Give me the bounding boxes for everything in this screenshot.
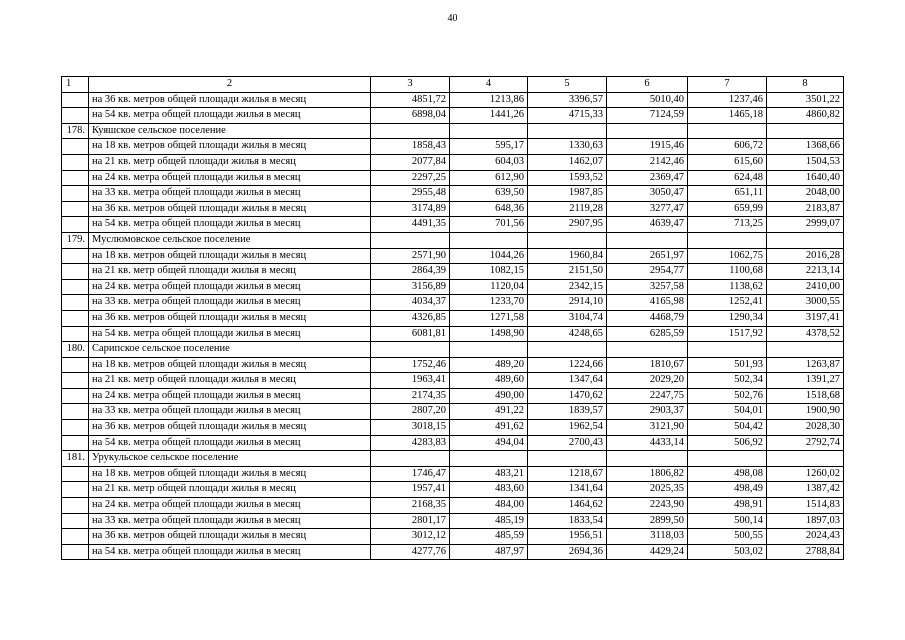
row-index	[62, 466, 89, 482]
value-cell: 485,59	[450, 529, 528, 545]
value-cell: 4468,79	[607, 310, 688, 326]
value-cell: 502,34	[688, 373, 767, 389]
value-cell: 3396,57	[528, 92, 607, 108]
value-cell: 2694,36	[528, 544, 607, 560]
area-description: на 54 кв. метра общей площади жилья в месяц	[89, 435, 371, 451]
column-number: 8	[767, 77, 844, 93]
table-row	[62, 466, 844, 482]
value-cell: 1138,62	[688, 279, 767, 295]
value-cell: 2077,84	[371, 154, 450, 170]
value-cell: 3104,74	[528, 310, 607, 326]
value-cell: 1517,92	[688, 326, 767, 342]
value-cell: 2903,37	[607, 404, 688, 420]
row-index	[62, 154, 89, 170]
value-cell: 2792,74	[767, 435, 844, 451]
table-row	[62, 92, 844, 108]
area-description: на 36 кв. метров общей площади жилья в месяц	[89, 201, 371, 217]
value-cell: 1233,70	[450, 295, 528, 311]
value-cell: 484,00	[450, 498, 528, 514]
table-row	[62, 170, 844, 186]
value-cell: 498,49	[688, 482, 767, 498]
row-index	[62, 217, 89, 233]
value-cell: 1368,66	[767, 139, 844, 155]
value-cell: 4639,47	[607, 217, 688, 233]
area-description: на 54 кв. метра общей площади жилья в месяц	[89, 217, 371, 233]
value-cell: 1514,83	[767, 498, 844, 514]
value-cell: 1044,26	[450, 248, 528, 264]
table-row	[62, 139, 844, 155]
value-cell: 1806,82	[607, 466, 688, 482]
row-index	[62, 404, 89, 420]
table-row	[62, 310, 844, 326]
value-cell: 2297,25	[371, 170, 450, 186]
value-cell: 2016,28	[767, 248, 844, 264]
section-row	[62, 342, 844, 358]
value-cell: 701,56	[450, 217, 528, 233]
row-index	[62, 326, 89, 342]
value-cell: 1271,58	[450, 310, 528, 326]
empty-cell	[528, 232, 607, 248]
value-cell: 1963,41	[371, 373, 450, 389]
value-cell: 3277,47	[607, 201, 688, 217]
row-index	[62, 513, 89, 529]
column-number: 6	[607, 77, 688, 93]
row-index	[62, 482, 89, 498]
table-row	[62, 217, 844, 233]
area-description: на 33 кв. метра общей площади жилья в месяц	[89, 404, 371, 420]
empty-cell	[528, 123, 607, 139]
empty-cell	[767, 342, 844, 358]
value-cell: 2700,43	[528, 435, 607, 451]
row-index	[62, 498, 89, 514]
value-cell: 1900,90	[767, 404, 844, 420]
value-cell: 1858,43	[371, 139, 450, 155]
value-cell: 1260,02	[767, 466, 844, 482]
value-cell: 2801,17	[371, 513, 450, 529]
empty-cell	[450, 342, 528, 358]
empty-cell	[607, 123, 688, 139]
area-description: на 36 кв. метров общей площади жилья в месяц	[89, 420, 371, 436]
value-cell: 4248,65	[528, 326, 607, 342]
section-row	[62, 451, 844, 467]
row-index	[62, 357, 89, 373]
value-cell: 648,36	[450, 201, 528, 217]
area-description: на 54 кв. метра общей площади жилья в месяц	[89, 108, 371, 124]
value-cell: 1465,18	[688, 108, 767, 124]
row-index	[62, 248, 89, 264]
table-row	[62, 154, 844, 170]
empty-cell	[371, 451, 450, 467]
value-cell: 3000,55	[767, 295, 844, 311]
column-number: 1	[62, 77, 89, 93]
value-cell: 1518,68	[767, 388, 844, 404]
value-cell: 4433,14	[607, 435, 688, 451]
row-index	[62, 92, 89, 108]
value-cell: 1290,34	[688, 310, 767, 326]
value-cell: 1810,67	[607, 357, 688, 373]
value-cell: 1464,62	[528, 498, 607, 514]
value-cell: 4283,83	[371, 435, 450, 451]
section-row	[62, 232, 844, 248]
row-index: 180.	[62, 342, 89, 358]
tariff-table	[61, 76, 844, 560]
table-row	[62, 295, 844, 311]
column-number: 3	[371, 77, 450, 93]
value-cell: 501,93	[688, 357, 767, 373]
row-index	[62, 279, 89, 295]
value-cell: 498,08	[688, 466, 767, 482]
value-cell: 2864,39	[371, 264, 450, 280]
area-description: на 24 кв. метра общей площади жилья в месяц	[89, 170, 371, 186]
value-cell: 1120,04	[450, 279, 528, 295]
value-cell: 4860,82	[767, 108, 844, 124]
value-cell: 500,55	[688, 529, 767, 545]
value-cell: 1391,27	[767, 373, 844, 389]
row-index	[62, 139, 89, 155]
table-row	[62, 544, 844, 560]
value-cell: 494,04	[450, 435, 528, 451]
value-cell: 1833,54	[528, 513, 607, 529]
row-index	[62, 108, 89, 124]
row-index	[62, 310, 89, 326]
column-number: 4	[450, 77, 528, 93]
value-cell: 6285,59	[607, 326, 688, 342]
value-cell: 1960,84	[528, 248, 607, 264]
area-description: на 21 кв. метр общей площади жилья в месяц	[89, 154, 371, 170]
area-description: на 21 кв. метр общей площади жилья в месяц	[89, 373, 371, 389]
value-cell: 1218,67	[528, 466, 607, 482]
value-cell: 1752,46	[371, 357, 450, 373]
value-cell: 2571,90	[371, 248, 450, 264]
empty-cell	[371, 232, 450, 248]
value-cell: 1962,54	[528, 420, 607, 436]
area-description: на 18 кв. метров общей площади жилья в месяц	[89, 139, 371, 155]
value-cell: 1252,41	[688, 295, 767, 311]
value-cell: 3197,41	[767, 310, 844, 326]
empty-cell	[450, 232, 528, 248]
table-row	[62, 529, 844, 545]
empty-cell	[607, 342, 688, 358]
value-cell: 491,62	[450, 420, 528, 436]
row-index	[62, 295, 89, 311]
value-cell: 2999,07	[767, 217, 844, 233]
value-cell: 604,03	[450, 154, 528, 170]
value-cell: 1330,63	[528, 139, 607, 155]
empty-cell	[607, 451, 688, 467]
value-cell: 3018,15	[371, 420, 450, 436]
table-row	[62, 498, 844, 514]
value-cell: 2807,20	[371, 404, 450, 420]
value-cell: 1956,51	[528, 529, 607, 545]
empty-cell	[688, 232, 767, 248]
value-cell: 500,14	[688, 513, 767, 529]
area-description: на 33 кв. метра общей площади жилья в месяц	[89, 186, 371, 202]
value-cell: 2247,75	[607, 388, 688, 404]
table-row	[62, 248, 844, 264]
empty-cell	[767, 123, 844, 139]
table-row	[62, 357, 844, 373]
empty-cell	[528, 451, 607, 467]
value-cell: 2954,77	[607, 264, 688, 280]
value-cell: 1987,85	[528, 186, 607, 202]
value-cell: 595,17	[450, 139, 528, 155]
value-cell: 1498,90	[450, 326, 528, 342]
row-index	[62, 264, 89, 280]
value-cell: 1224,66	[528, 357, 607, 373]
value-cell: 1441,26	[450, 108, 528, 124]
value-cell: 2955,48	[371, 186, 450, 202]
value-cell: 1593,52	[528, 170, 607, 186]
value-cell: 2907,95	[528, 217, 607, 233]
settlement-name: Муслюмовское сельское поселение	[89, 232, 371, 248]
value-cell: 615,60	[688, 154, 767, 170]
value-cell: 7124,59	[607, 108, 688, 124]
row-index	[62, 420, 89, 436]
value-cell: 1640,40	[767, 170, 844, 186]
settlement-name: Сарипское сельское поселение	[89, 342, 371, 358]
area-description: на 21 кв. метр общей площади жилья в месяц	[89, 264, 371, 280]
value-cell: 5010,40	[607, 92, 688, 108]
value-cell: 2243,90	[607, 498, 688, 514]
row-index	[62, 435, 89, 451]
value-cell: 1915,46	[607, 139, 688, 155]
value-cell: 2213,14	[767, 264, 844, 280]
value-cell: 2028,30	[767, 420, 844, 436]
value-cell: 3012,12	[371, 529, 450, 545]
table-row	[62, 108, 844, 124]
area-description: на 54 кв. метра общей площади жилья в месяц	[89, 326, 371, 342]
value-cell: 506,92	[688, 435, 767, 451]
area-description: на 18 кв. метров общей площади жилья в месяц	[89, 466, 371, 482]
row-index: 179.	[62, 232, 89, 248]
value-cell: 6898,04	[371, 108, 450, 124]
value-cell: 483,60	[450, 482, 528, 498]
row-index	[62, 388, 89, 404]
value-cell: 624,48	[688, 170, 767, 186]
value-cell: 1504,53	[767, 154, 844, 170]
area-description: на 18 кв. метров общей площади жилья в месяц	[89, 248, 371, 264]
value-cell: 503,02	[688, 544, 767, 560]
value-cell: 504,01	[688, 404, 767, 420]
value-cell: 1347,64	[528, 373, 607, 389]
table-row	[62, 513, 844, 529]
empty-cell	[767, 451, 844, 467]
value-cell: 2151,50	[528, 264, 607, 280]
empty-cell	[450, 451, 528, 467]
value-cell: 483,21	[450, 466, 528, 482]
value-cell: 2048,00	[767, 186, 844, 202]
area-description: на 33 кв. метра общей площади жилья в месяц	[89, 295, 371, 311]
value-cell: 490,00	[450, 388, 528, 404]
value-cell: 1957,41	[371, 482, 450, 498]
value-cell: 639,50	[450, 186, 528, 202]
empty-cell	[528, 342, 607, 358]
settlement-name: Куяшское сельское поселение	[89, 123, 371, 139]
row-index	[62, 186, 89, 202]
value-cell: 504,42	[688, 420, 767, 436]
value-cell: 4378,52	[767, 326, 844, 342]
value-cell: 1100,68	[688, 264, 767, 280]
value-cell: 4326,85	[371, 310, 450, 326]
empty-cell	[450, 123, 528, 139]
table-row	[62, 373, 844, 389]
value-cell: 1213,86	[450, 92, 528, 108]
table-row	[62, 388, 844, 404]
value-cell: 4715,33	[528, 108, 607, 124]
value-cell: 4277,76	[371, 544, 450, 560]
value-cell: 3257,58	[607, 279, 688, 295]
empty-cell	[371, 342, 450, 358]
table-row	[62, 404, 844, 420]
value-cell: 4034,37	[371, 295, 450, 311]
empty-cell	[767, 232, 844, 248]
header-row	[62, 77, 844, 93]
section-row	[62, 123, 844, 139]
value-cell: 498,91	[688, 498, 767, 514]
value-cell: 1839,57	[528, 404, 607, 420]
value-cell: 491,22	[450, 404, 528, 420]
value-cell: 3121,90	[607, 420, 688, 436]
row-index	[62, 544, 89, 560]
table-row	[62, 482, 844, 498]
value-cell: 2174,35	[371, 388, 450, 404]
value-cell: 606,72	[688, 139, 767, 155]
value-cell: 1263,87	[767, 357, 844, 373]
value-cell: 2899,50	[607, 513, 688, 529]
value-cell: 1387,42	[767, 482, 844, 498]
value-cell: 2168,35	[371, 498, 450, 514]
empty-cell	[607, 232, 688, 248]
value-cell: 651,11	[688, 186, 767, 202]
value-cell: 4165,98	[607, 295, 688, 311]
value-cell: 1897,03	[767, 513, 844, 529]
area-description: на 18 кв. метров общей площади жилья в месяц	[89, 357, 371, 373]
area-description: на 24 кв. метра общей площади жилья в месяц	[89, 388, 371, 404]
value-cell: 6081,81	[371, 326, 450, 342]
row-index	[62, 529, 89, 545]
value-cell: 612,90	[450, 170, 528, 186]
table-row	[62, 435, 844, 451]
value-cell: 502,76	[688, 388, 767, 404]
value-cell: 2183,87	[767, 201, 844, 217]
area-description: на 33 кв. метра общей площади жилья в месяц	[89, 513, 371, 529]
value-cell: 4851,72	[371, 92, 450, 108]
value-cell: 3050,47	[607, 186, 688, 202]
area-description: на 36 кв. метров общей площади жилья в месяц	[89, 92, 371, 108]
value-cell: 2342,15	[528, 279, 607, 295]
value-cell: 2651,97	[607, 248, 688, 264]
table-row	[62, 186, 844, 202]
value-cell: 485,19	[450, 513, 528, 529]
value-cell: 2024,43	[767, 529, 844, 545]
value-cell: 2410,00	[767, 279, 844, 295]
row-index	[62, 170, 89, 186]
value-cell: 2914,10	[528, 295, 607, 311]
column-number: 2	[89, 77, 371, 93]
area-description: на 54 кв. метра общей площади жилья в месяц	[89, 544, 371, 560]
value-cell: 2025,35	[607, 482, 688, 498]
value-cell: 489,20	[450, 357, 528, 373]
page-number: 40	[447, 13, 458, 24]
table-row	[62, 420, 844, 436]
value-cell: 2119,28	[528, 201, 607, 217]
row-index: 181.	[62, 451, 89, 467]
row-index	[62, 373, 89, 389]
value-cell: 1341,64	[528, 482, 607, 498]
empty-cell	[688, 342, 767, 358]
area-description: на 24 кв. метра общей площади жилья в месяц	[89, 498, 371, 514]
empty-cell	[371, 123, 450, 139]
column-number: 7	[688, 77, 767, 93]
value-cell: 2029,20	[607, 373, 688, 389]
value-cell: 489,60	[450, 373, 528, 389]
value-cell: 487,97	[450, 544, 528, 560]
table-row	[62, 264, 844, 280]
empty-cell	[688, 451, 767, 467]
value-cell: 3174,89	[371, 201, 450, 217]
value-cell: 1062,75	[688, 248, 767, 264]
value-cell: 2369,47	[607, 170, 688, 186]
value-cell: 1082,15	[450, 264, 528, 280]
area-description: на 36 кв. метров общей площади жилья в месяц	[89, 529, 371, 545]
area-description: на 21 кв. метр общей площади жилья в месяц	[89, 482, 371, 498]
table-body	[62, 77, 844, 560]
value-cell: 713,25	[688, 217, 767, 233]
value-cell: 1462,07	[528, 154, 607, 170]
value-cell: 1746,47	[371, 466, 450, 482]
value-cell: 4491,35	[371, 217, 450, 233]
value-cell: 4429,24	[607, 544, 688, 560]
row-index	[62, 201, 89, 217]
value-cell: 3156,89	[371, 279, 450, 295]
value-cell: 2788,84	[767, 544, 844, 560]
area-description: на 24 кв. метра общей площади жилья в месяц	[89, 279, 371, 295]
column-number: 5	[528, 77, 607, 93]
table-row	[62, 201, 844, 217]
value-cell: 1237,46	[688, 92, 767, 108]
area-description: на 36 кв. метров общей площади жилья в месяц	[89, 310, 371, 326]
settlement-name: Урукульское сельское поселение	[89, 451, 371, 467]
table-row	[62, 279, 844, 295]
value-cell: 3501,22	[767, 92, 844, 108]
row-index: 178.	[62, 123, 89, 139]
empty-cell	[688, 123, 767, 139]
value-cell: 1470,62	[528, 388, 607, 404]
value-cell: 3118,03	[607, 529, 688, 545]
table-row	[62, 326, 844, 342]
value-cell: 659,99	[688, 201, 767, 217]
value-cell: 2142,46	[607, 154, 688, 170]
